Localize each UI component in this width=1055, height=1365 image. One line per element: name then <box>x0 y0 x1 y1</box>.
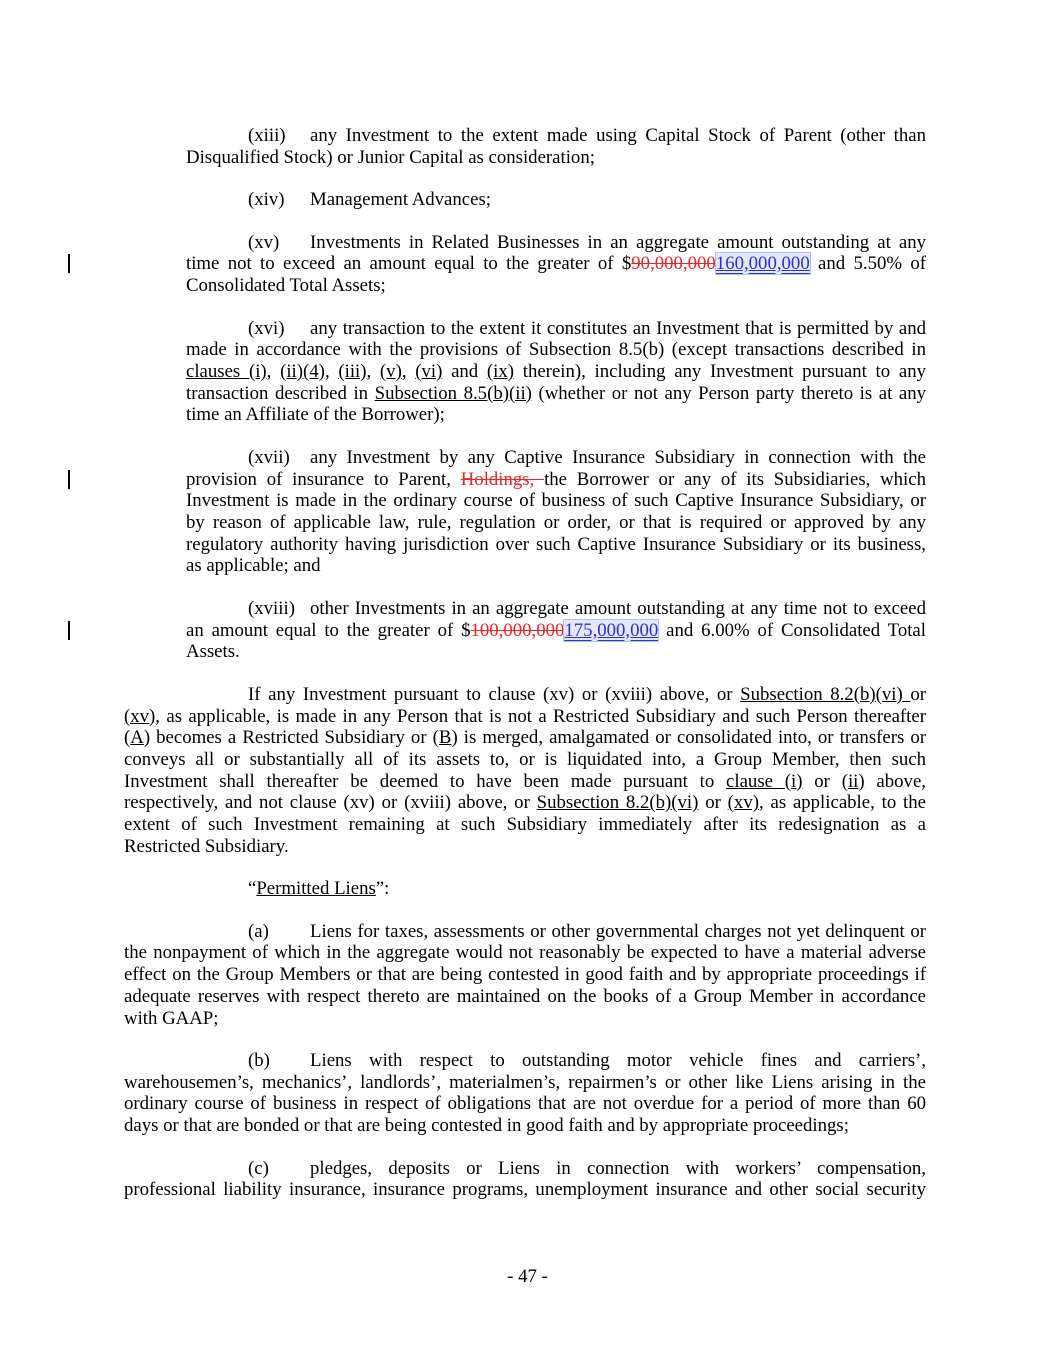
clause-label: (xvii) <box>248 446 290 468</box>
text-run: Assets. <box>186 641 240 663</box>
designation-paragraph <box>124 684 926 858</box>
change-bar <box>68 254 70 273</box>
designation-line-1 <box>124 684 926 706</box>
clause-label: (c) <box>248 1157 269 1179</box>
text-run: Restricted Subsidiary. <box>124 835 289 857</box>
change-bar <box>68 470 70 489</box>
text-run: ( <box>124 727 131 749</box>
text-run: time an Affiliate of the Borrower); <box>186 404 445 426</box>
clause-xviii-line-1 <box>186 598 926 620</box>
text-run: If any Investment pursuant to clause (xv) or (xviii) above, or <box>248 683 741 705</box>
clause-xvii-line-6 <box>186 555 926 577</box>
cross-reference: (v) <box>379 361 402 383</box>
inserted-text: 175,000,000 <box>564 619 659 641</box>
clause-xvi-line-2 <box>186 339 926 361</box>
text-run: Liens with respect to outstanding motor vehicle fines and carriers’, <box>310 1050 926 1072</box>
text-run: Disqualified Stock) or Junior Capital as consideration; <box>186 146 595 168</box>
text-run: , <box>324 361 339 383</box>
text-run: ) becomes a Restricted Subsidiary or ( <box>143 727 439 749</box>
clause-a-line-3 <box>124 964 926 986</box>
text-run: as applicable; and <box>186 555 321 577</box>
text-run: transaction described in <box>186 382 375 404</box>
clause-label: (xviii) <box>248 597 295 619</box>
cross-reference: Subsection 8.2(b)(vi) <box>536 792 699 814</box>
clause-xvii-line-4 <box>186 512 926 534</box>
text-run: or <box>802 770 842 792</box>
deleted-text: 90,000,000 <box>631 253 716 275</box>
clause-xv-line-2 <box>186 253 926 275</box>
cross-reference: (ii)(4) <box>280 361 325 383</box>
clause-xvii-line-3 <box>186 490 926 512</box>
clause-xiv-line-1 <box>186 189 926 211</box>
clause-c-line-2 <box>124 1179 926 1201</box>
text-run: provision of insurance to Parent, <box>186 468 461 490</box>
text-run: (whether or not any Person party thereto is at any <box>531 382 926 404</box>
text-run: ordinary course of business in respect of obligations that are not overdue for a period of more than 60 <box>124 1093 926 1115</box>
cross-reference: A <box>130 727 144 749</box>
cross-reference: (ii) <box>841 770 865 792</box>
text-run: any transaction to the extent it constitutes an Investment that is permitted by and <box>310 317 926 339</box>
text-run: , as applicable, is made in any Person that is not a Restricted Subsidiary and such Person thereafter <box>155 705 926 727</box>
text-run: therein), including any Investment pursuant to any <box>514 361 926 383</box>
text-run: professional liability insurance, insurance programs, unemployment insurance and other social security <box>124 1179 926 1201</box>
text-run: or <box>698 792 728 814</box>
text-run: , as applicable, to the <box>758 792 926 814</box>
clause-xvi-line-3 <box>186 361 926 383</box>
clause-xiii-line-1 <box>186 125 926 147</box>
cross-reference: B <box>438 727 452 749</box>
text-run: the nonpayment of which in the aggregate would not reasonably be expected to have a material adverse <box>124 942 926 964</box>
clause-xvi-line-1 <box>186 318 926 340</box>
clause-xv-line-3 <box>186 275 926 297</box>
text-run: Investment is made in the ordinary course of business of such Captive Insurance Subsidiary, or <box>186 490 926 512</box>
designation-line-6 <box>124 792 926 814</box>
text-run: respectively, and not clause (xv) or (xviii) above, or <box>124 792 537 814</box>
clause-xviii <box>186 598 926 663</box>
page-number: - 47 - <box>507 1266 548 1287</box>
text-run: an amount equal to the greater of $ <box>186 619 471 641</box>
clause-a-line-2 <box>124 942 926 964</box>
page-body <box>0 125 1055 1222</box>
cross-reference: (ix) <box>486 361 515 383</box>
designation-line-4 <box>124 749 926 771</box>
cross-reference: Subsection 8.5(b)(ii) <box>374 382 532 404</box>
clause-xvi <box>186 318 926 427</box>
clause-label: (a) <box>248 920 269 942</box>
change-bar <box>68 621 70 640</box>
deleted-text: 100,000,000 <box>470 619 565 641</box>
permitted-liens-line <box>124 878 926 900</box>
text-run: warehousemen’s, mechanics’, landlords’, materialmen’s, repairmen’s or other like Liens arising in the <box>124 1071 926 1093</box>
text-run: other Investments in an aggregate amount outstanding at any time not to exceed <box>310 597 926 619</box>
clause-b-line-1 <box>124 1050 926 1072</box>
clause-xiv <box>186 189 926 211</box>
text-run: and <box>442 361 487 383</box>
clause-b <box>124 1050 926 1137</box>
text-run: conveys all or substantially all of its assets to, or is liquidated into, a Group Member, then such <box>124 748 926 770</box>
clause-label: (xiii) <box>248 125 286 146</box>
clause-a <box>124 921 926 1030</box>
text-run: Management Advances; <box>310 189 491 211</box>
clause-b-line-3 <box>124 1093 926 1115</box>
designation-line-8 <box>124 836 926 858</box>
clause-xvi-line-4 <box>186 383 926 405</box>
text-run: any Investment by any Captive Insurance Subsidiary in connection with the <box>310 446 926 468</box>
text-run: by reason of applicable law, rule, regulation or order, or that is required or approved by any <box>186 512 926 534</box>
clause-xvii-line-1 <box>186 447 926 469</box>
text-run: and 6.00% of Consolidated Total <box>658 619 926 641</box>
cross-reference: (iii) <box>338 361 367 383</box>
cross-reference: (xv) <box>727 792 759 814</box>
clause-xiii-line-2 <box>186 147 926 169</box>
text-run: any Investment to the extent made using Capital Stock of Parent (other than <box>310 125 926 146</box>
clause-label: (xv) <box>248 231 280 253</box>
clause-a-line-5 <box>124 1008 926 1030</box>
text-run: or <box>910 683 926 705</box>
clause-xiii <box>186 125 926 168</box>
text-run: and 5.50% of <box>809 253 926 275</box>
text-run: days or that are bonded or that are being contested in good faith and by appropriate proceedings; <box>124 1115 849 1137</box>
text-run: regulatory authority having jurisdiction over such Captive Insurance Subsidiary or its business, <box>186 533 926 555</box>
text-run: time not to exceed an amount equal to the greater of $ <box>186 253 632 275</box>
text-run: Investments in Related Businesses in an aggregate amount outstanding at any <box>310 231 926 253</box>
deleted-text: Holdings, <box>460 468 545 490</box>
text-run: ) is merged, amalgamated or consolidated into, or transfers or <box>451 727 926 749</box>
designation-line-7 <box>124 814 926 836</box>
clause-xviii-line-2 <box>186 620 926 642</box>
text-run: ”: <box>375 878 390 900</box>
clause-xv <box>186 232 926 297</box>
clause-xv-line-1 <box>186 232 926 254</box>
designation-line-3 <box>124 727 926 749</box>
designation-line-5 <box>124 771 926 793</box>
text-run: with GAAP; <box>124 1007 219 1029</box>
cross-reference: clause (i) <box>726 770 803 792</box>
text-run: “ <box>248 878 257 900</box>
clause-c-line-1 <box>124 1158 926 1180</box>
text-run: effect on the Group Members or that are being contested in good faith and by appropriate proceedings if <box>124 964 926 986</box>
designation-line-2 <box>124 706 926 728</box>
clause-c <box>124 1158 926 1201</box>
clause-label: (b) <box>248 1050 270 1072</box>
cross-reference: clauses (i) <box>186 361 267 383</box>
clause-xvii <box>186 447 926 577</box>
clause-label: (xiv) <box>248 189 285 211</box>
text-run: Consolidated Total Assets; <box>186 275 386 297</box>
clause-a-line-1 <box>124 921 926 943</box>
clause-b-line-2 <box>124 1072 926 1094</box>
cross-reference: (vi) <box>415 361 443 383</box>
permitted-liens-heading <box>124 878 926 900</box>
defined-term: Permitted Liens <box>256 878 376 900</box>
clause-xvi-line-5 <box>186 404 926 426</box>
text-run: adequate reserves with respect thereto are maintained on the books of a Group Member in accordance <box>124 985 926 1007</box>
cross-reference: Subsection 8.2(b)(vi) <box>740 683 911 705</box>
clause-b-line-4 <box>124 1115 926 1137</box>
text-run: the Borrower or any of its Subsidiaries, which <box>544 468 926 490</box>
text-run: , <box>401 361 416 383</box>
clause-xviii-line-3 <box>186 641 926 663</box>
clause-a-line-4 <box>124 986 926 1008</box>
text-run: Investment shall thereafter be deemed to have been made pursuant to <box>124 770 727 792</box>
text-run: above, <box>864 770 926 792</box>
cross-reference: (xv) <box>124 705 156 727</box>
text-run: pledges, deposits or Liens in connection with workers’ compensation, <box>310 1157 926 1179</box>
text-run: , <box>266 361 281 383</box>
clause-xvii-line-5 <box>186 534 926 556</box>
text-run: , <box>366 361 380 383</box>
text-run: made in accordance with the provisions of Subsection 8.5(b) (except transactions described in <box>186 339 926 361</box>
clause-label: (xvi) <box>248 317 285 339</box>
clause-xvii-line-2 <box>186 469 926 491</box>
text-run: extent of such Investment remaining at such Subsidiary immediately after its redesignation as a <box>124 814 926 836</box>
inserted-text: 160,000,000 <box>715 253 810 275</box>
text-run: Liens for taxes, assessments or other governmental charges not yet delinquent or <box>310 920 926 942</box>
